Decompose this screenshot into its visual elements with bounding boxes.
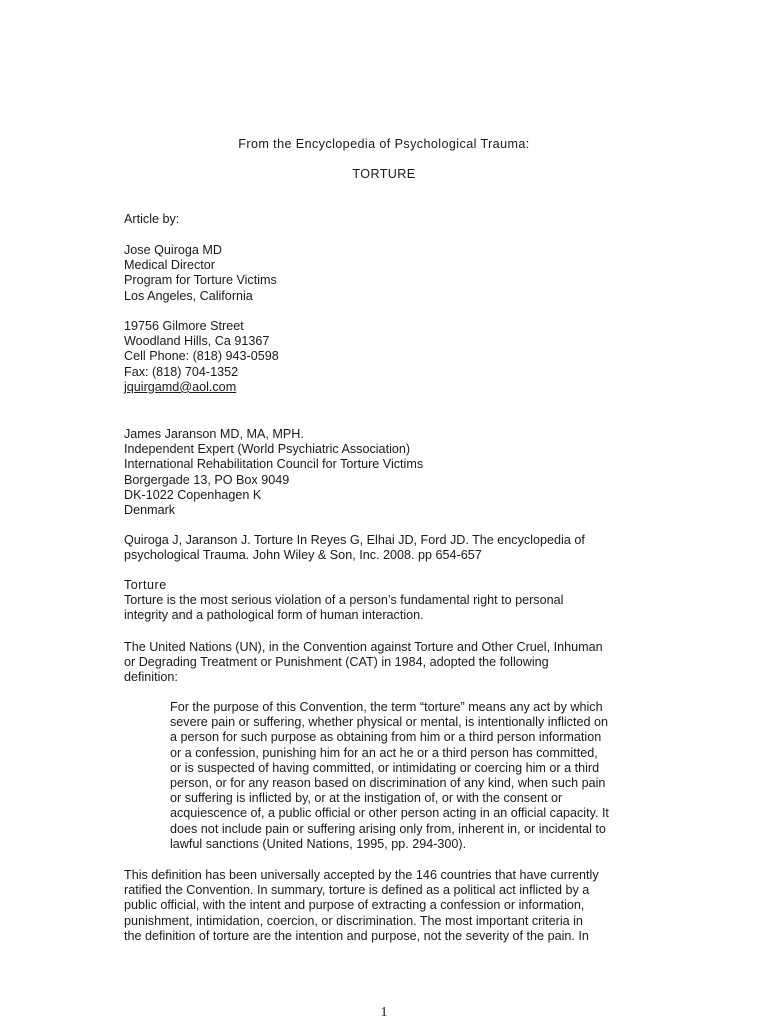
- quote-line: or is suspected of having committed, or intimidating or coercing him or a third: [170, 760, 600, 775]
- paragraph-line: or Degrading Treatment or Punishment (CAT) in 1984, adopted the following: [124, 655, 549, 670]
- quote-line: or suffering is inflicted by, or at the instigation of, or with the consent or: [170, 791, 563, 806]
- paragraph-line: integrity and a pathological form of human interaction.: [124, 608, 424, 623]
- author2-name: James Jaranson MD, MA, MPH.: [124, 427, 304, 441]
- intro-paragraph: [124, 593, 654, 623]
- author1-address-block: [124, 319, 654, 395]
- paragraph-line: punishment, intimidation, coercion, or discrimination. The most important criteria in: [124, 913, 583, 928]
- paragraph-line: ratified the Convention. In summary, torture is defined as a political act inflicted by a: [124, 883, 590, 898]
- document-title: TORTURE: [352, 167, 416, 181]
- author1-name: Jose Quiroga MD: [124, 243, 222, 257]
- paragraph-line: public official, with the intent and purpose of extracting a confession or information,: [124, 898, 585, 913]
- quote-line: a person for such purpose as obtaining from him or a third person information: [170, 730, 602, 745]
- quote-line: For the purpose of this Convention, the term “torture” means any act by which: [170, 700, 603, 714]
- author1-street: 19756 Gilmore Street: [124, 319, 244, 333]
- source-line: From the Encyclopedia of Psychological Trauma:: [238, 137, 530, 151]
- quote-line: does not include pain or suffering arising only from, inherent in, or incidental to: [170, 821, 606, 836]
- author2-street: Borgergade 13, PO Box 9049: [124, 472, 290, 487]
- page-number: 1: [380, 1005, 388, 1020]
- paragraph-line: The United Nations (UN), in the Convention against Torture and Other Cruel, Inhuman: [124, 640, 603, 654]
- paragraph-line: the definition of torture are the intention and purpose, not the severity of the pain. In: [124, 928, 589, 943]
- un-paragraph: [124, 640, 654, 686]
- quote-line: severe pain or suffering, whether physical or mental, is intentionally inflicted on: [170, 715, 608, 730]
- author1-email-link[interactable]: jquirgamd@aol.com: [124, 379, 237, 394]
- author1-city: Woodland Hills, Ca 91367: [124, 334, 270, 349]
- article-by-label: Article by:: [124, 212, 180, 226]
- citation-line: psychological Trauma. John Wiley & Son, Inc. 2008. pp 654-657: [124, 548, 482, 563]
- author2-organization: International Rehabilitation Council for Torture Victims: [124, 457, 424, 472]
- quote-line: person, or for any reason based on discrimination of any kind, when such pain: [170, 775, 606, 790]
- author2-city: DK-1022 Copenhagen K: [124, 487, 262, 502]
- author2-country: Denmark: [124, 502, 176, 517]
- convention-quote: [170, 700, 690, 852]
- citation-line: Quiroga J, Jaranson J. Torture In Reyes G, Elhai JD, Ford JD. The encyclopedia of: [124, 533, 585, 547]
- paragraph-line: This definition has been universally accepted by the 146 countries that have currently: [124, 868, 599, 882]
- author1-title: Medical Director: [124, 258, 215, 273]
- author2-role: Independent Expert (World Psychiatric Association): [124, 442, 411, 457]
- section-heading: Torture: [124, 578, 167, 592]
- citation: [124, 533, 654, 563]
- author1-location: Los Angeles, California: [124, 288, 253, 303]
- quote-line: acquiescence of, a public official or other person acting in an official capacity. It: [170, 806, 609, 821]
- paragraph-line: Torture is the most serious violation of a person’s fundamental right to personal: [124, 593, 564, 607]
- author1-program: Program for Torture Victims: [124, 273, 277, 288]
- paragraph-line: definition:: [124, 670, 178, 685]
- author1-fax: Fax: (818) 704-1352: [124, 364, 239, 379]
- definition-paragraph: [124, 868, 654, 944]
- author1-block: [124, 243, 654, 304]
- author2-block: [124, 427, 654, 518]
- quote-line: or a confession, punishing him for an act he or a third person has committed,: [170, 745, 598, 760]
- quote-line: lawful sanctions (United Nations, 1995, pp. 294-300).: [170, 836, 467, 851]
- author1-cell-phone: Cell Phone: (818) 943-0598: [124, 349, 279, 364]
